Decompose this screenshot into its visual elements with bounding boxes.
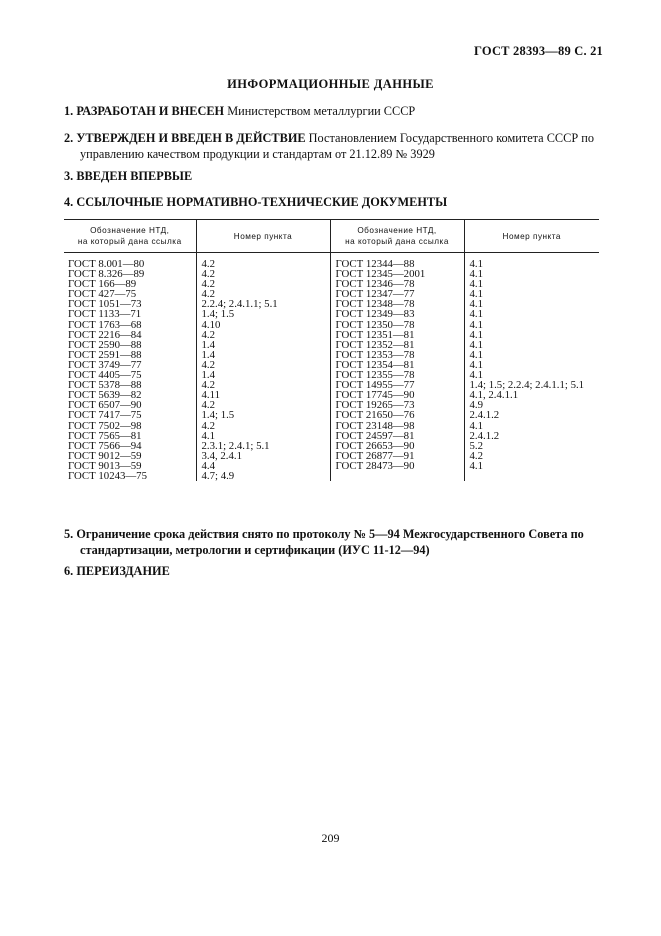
section-1 xyxy=(64,103,604,119)
clause-cell: 4.1 xyxy=(196,431,330,441)
clause-cell xyxy=(464,471,599,481)
section-text: Министерством металлургии СССР xyxy=(227,104,416,118)
designation-cell: ГОСТ 5639—82 xyxy=(64,390,196,400)
designation-cell: ГОСТ 12352—81 xyxy=(330,340,464,350)
designation-cell: ГОСТ 7565—81 xyxy=(64,431,196,441)
clause-cell: 4.1 xyxy=(469,460,483,471)
reference-documents-table xyxy=(64,219,599,481)
table-row xyxy=(64,330,599,340)
table-row xyxy=(64,431,599,441)
designation-cell: ГОСТ 4405—75 xyxy=(64,370,196,380)
clause-cell: 2.4.1.2 xyxy=(469,430,500,441)
clause-header: Номер пункта xyxy=(464,220,599,253)
designation-cell: ГОСТ 6507—90 xyxy=(64,400,196,410)
table-row xyxy=(64,340,599,350)
designation-cell: ГОСТ 12355—78 xyxy=(330,370,464,380)
table-row xyxy=(64,360,599,370)
clause-cell: 4.1 xyxy=(469,279,483,290)
clause-cell: 4.2 xyxy=(196,330,330,340)
designation-cell: ГОСТ 8.326—89 xyxy=(64,269,196,279)
table-row xyxy=(64,400,599,410)
section-6 xyxy=(64,563,604,579)
clause-cell: 4.1 xyxy=(469,370,483,381)
clause-cell: 1.4; 1.5; 2.2.4; 2.4.1.1; 5.1 xyxy=(469,380,585,391)
section-number: 2. xyxy=(64,131,74,145)
table-row xyxy=(64,299,599,309)
designation-cell: ГОСТ 17745—90 xyxy=(330,390,464,400)
section-label: УТВЕРЖДЕН И ВВЕДЕН В ДЕЙСТВИЕ xyxy=(76,131,306,145)
designation-cell: ГОСТ 12349—83 xyxy=(330,309,464,319)
clause-cell: 4.2 xyxy=(196,253,330,270)
table-row xyxy=(64,380,599,390)
table-row xyxy=(64,279,599,289)
clause-cell: 3.4, 2.4.1 xyxy=(196,451,330,461)
clause-cell: 4.4 xyxy=(196,461,330,471)
clause-cell: 4.1 xyxy=(469,289,483,300)
designation-header: Обозначение НТД, на который дана ссылка xyxy=(64,220,196,253)
clause-cell: 4.1 xyxy=(469,299,483,310)
section-label: ПЕРЕИЗДАНИЕ xyxy=(76,564,170,578)
designation-cell: ГОСТ 2591—88 xyxy=(64,350,196,360)
designation-cell: ГОСТ 7417—75 xyxy=(64,410,196,420)
clause-cell: 4.2 xyxy=(196,279,330,289)
designation-cell: ГОСТ 9013—59 xyxy=(64,461,196,471)
clause-cell: 4.1, 2.4.1.1 xyxy=(469,390,519,401)
clause-cell: 2.4.1.2 xyxy=(469,410,500,421)
designation-cell: ГОСТ 10243—75 xyxy=(64,471,196,481)
page-number: 209 xyxy=(321,831,340,845)
section-3 xyxy=(64,168,604,184)
clause-header: Номер пункта xyxy=(196,220,330,253)
clause-cell: 1.4 xyxy=(196,340,330,350)
section-number: 3. xyxy=(64,169,74,183)
clause-cell: 4.10 xyxy=(196,320,330,330)
designation-cell: ГОСТ 8.001—80 xyxy=(64,253,196,270)
clause-cell: 4.2 xyxy=(469,450,483,461)
table-row xyxy=(64,309,599,319)
clause-cell: 5.2 xyxy=(469,440,483,451)
designation-cell: ГОСТ 2590—88 xyxy=(64,340,196,350)
section-label: ВВЕДЕН ВПЕРВЫЕ xyxy=(76,169,193,183)
clause-cell: 4.2 xyxy=(196,360,330,370)
page-header: ГОСТ 28393—89 С. 21 xyxy=(474,44,603,58)
clause-cell: 4.1 xyxy=(469,319,483,330)
designation-cell: ГОСТ 427—75 xyxy=(64,289,196,299)
table-row xyxy=(64,269,599,279)
designation-cell: ГОСТ 7502—98 xyxy=(64,421,196,431)
designation-cell: ГОСТ 1133—71 xyxy=(64,309,196,319)
designation-cell: ГОСТ 166—89 xyxy=(64,279,196,289)
table-body xyxy=(64,253,599,482)
clause-cell: 4.1 xyxy=(469,420,483,431)
section-4 xyxy=(64,194,604,210)
clause-cell: 4.7; 4.9 xyxy=(196,471,330,481)
designation-cell: ГОСТ 3749—77 xyxy=(64,360,196,370)
designation-cell: ГОСТ 19265—73 xyxy=(330,400,464,410)
table-row xyxy=(64,253,599,270)
clause-cell: 4.2 xyxy=(196,421,330,431)
section-label: ССЫЛОЧНЫЕ НОРМАТИВНО-ТЕХНИЧЕСКИЕ ДОКУМЕНТЫ xyxy=(76,195,448,209)
designation-cell: ГОСТ 12348—78 xyxy=(330,299,464,309)
designation-cell: ГОСТ 2216—84 xyxy=(64,330,196,340)
section-number: 1. xyxy=(64,104,74,118)
clause-cell: 4.2 xyxy=(196,380,330,390)
section-5 xyxy=(64,526,620,558)
designation-cell: ГОСТ 9012—59 xyxy=(64,451,196,461)
table-row xyxy=(64,410,599,420)
table-header-row xyxy=(64,220,599,253)
clause-cell: 4.1 xyxy=(469,309,483,320)
designation-cell: ГОСТ 12351—81 xyxy=(330,330,464,340)
clause-cell: 4.2 xyxy=(196,400,330,410)
clause-cell: 4.1 xyxy=(469,269,483,280)
clause-cell: 2.2.4; 2.4.1.1; 5.1 xyxy=(196,299,330,309)
designation-cell xyxy=(330,471,464,481)
document-title: ИНФОРМАЦИОННЫЕ ДАННЫЕ xyxy=(227,77,434,91)
table-row xyxy=(64,320,599,330)
clause-cell: 1.4; 1.5 xyxy=(196,410,330,420)
designation-cell: ГОСТ 24597—81 xyxy=(330,431,464,441)
clause-cell: 4.2 xyxy=(196,269,330,279)
section-number: 5. xyxy=(64,527,74,541)
section-text: Ограничение срока действия снято по протоколу № 5—94 Межгосударственного Совета по стандартизации, метрологии и сертификации (ИУС 11-12—94) xyxy=(76,527,584,557)
section-number: 4. xyxy=(64,195,74,209)
clause-cell: 4.11 xyxy=(196,390,330,400)
clause-cell: 4.1 xyxy=(469,359,483,371)
clause-cell: 4.1 xyxy=(469,258,483,270)
table-row xyxy=(64,471,599,481)
designation-cell: ГОСТ 12353—78 xyxy=(330,350,464,360)
section-label: РАЗРАБОТАН И ВНЕСЕН xyxy=(76,104,225,118)
clause-cell: 4.1 xyxy=(469,329,483,340)
designation-cell: ГОСТ 12345—2001 xyxy=(330,269,464,279)
clause-cell: 4.1 xyxy=(469,349,483,360)
designation-cell: ГОСТ 12354—81 xyxy=(330,360,464,370)
designation-cell: ГОСТ 12344—88 xyxy=(330,253,464,270)
designation-cell: ГОСТ 26877—91 xyxy=(330,451,464,461)
designation-cell: ГОСТ 12347—77 xyxy=(330,289,464,299)
table-row xyxy=(64,350,599,360)
clause-cell: 2.3.1; 2.4.1; 5.1 xyxy=(196,441,330,451)
clause-cell: 4.9 xyxy=(469,400,483,411)
designation-cell: ГОСТ 7566—94 xyxy=(64,441,196,451)
table-row xyxy=(64,461,599,471)
clause-cell: 4.2 xyxy=(196,289,330,299)
table-row xyxy=(64,390,599,400)
designation-cell: ГОСТ 23148—98 xyxy=(330,421,464,431)
table-row xyxy=(64,421,599,431)
clause-cell: 1.4; 1.5 xyxy=(196,309,330,319)
designation-cell: ГОСТ 12346—78 xyxy=(330,279,464,289)
section-2 xyxy=(64,130,620,162)
clause-cell: 1.4 xyxy=(196,370,330,380)
designation-cell: ГОСТ 1051—73 xyxy=(64,299,196,309)
designation-cell: ГОСТ 26653—90 xyxy=(330,441,464,451)
table-row xyxy=(64,441,599,451)
clause-cell: 4.1 xyxy=(469,339,483,350)
table-row xyxy=(64,289,599,299)
designation-cell: ГОСТ 14955—77 xyxy=(330,380,464,390)
section-text: Постановлением Государственного комитета СССР по управлению качеством продукции и стандартам от 21.12.89 № 3929 xyxy=(80,131,594,161)
designation-cell: ГОСТ 21650—76 xyxy=(330,410,464,420)
table-row xyxy=(64,451,599,461)
designation-header: Обозначение НТД, на который дана ссылка xyxy=(330,220,464,253)
designation-cell: ГОСТ 12350—78 xyxy=(330,320,464,330)
section-number: 6. xyxy=(64,564,74,578)
table-row xyxy=(64,370,599,380)
designation-cell: ГОСТ 5378—88 xyxy=(64,380,196,390)
clause-cell: 1.4 xyxy=(196,350,330,360)
designation-cell: ГОСТ 1763—68 xyxy=(64,320,196,330)
designation-cell: ГОСТ 28473—90 xyxy=(330,461,464,471)
